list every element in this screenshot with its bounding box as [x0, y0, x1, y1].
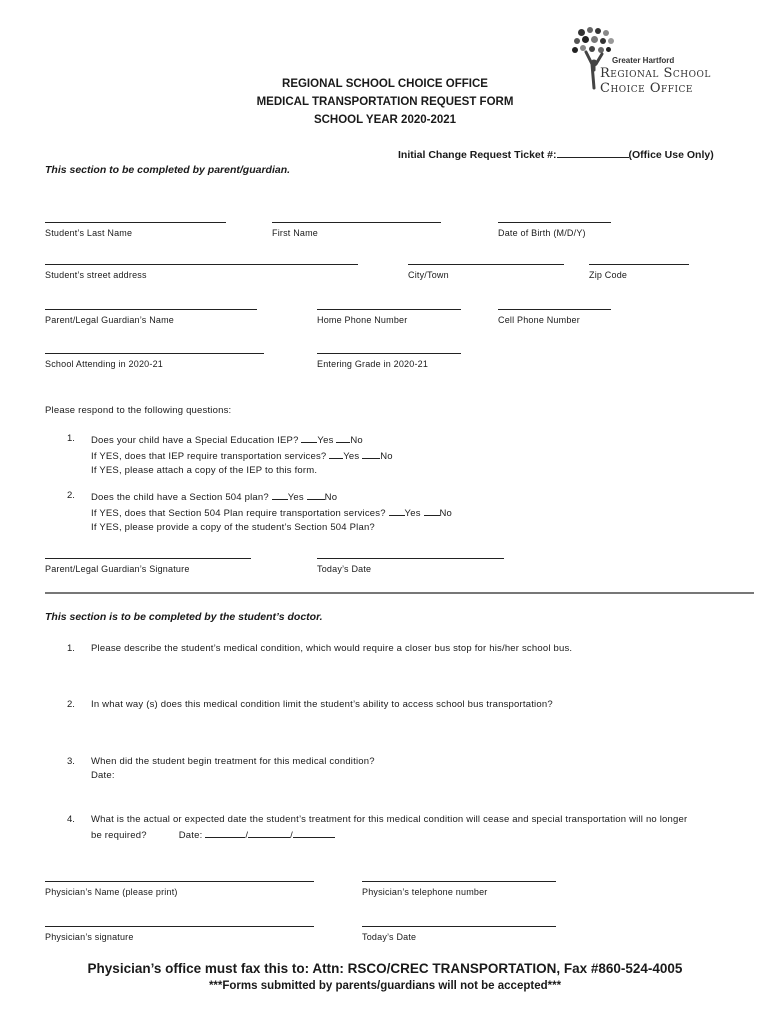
dq2-text: In what way (s) does this medical condition limit the student’s ability to access school bus transportation?	[91, 699, 553, 710]
guardian-date-field[interactable]	[317, 558, 504, 559]
cell-phone-label: Cell Phone Number	[498, 315, 580, 325]
last-name-label: Student’s Last Name	[45, 228, 133, 238]
home-phone-label: Home Phone Number	[317, 315, 408, 325]
q2-plan-yes-blank[interactable]	[389, 505, 405, 516]
logo-line2: Regional School	[600, 66, 711, 81]
dq4-month-field[interactable]	[205, 827, 245, 838]
dob-field[interactable]	[498, 222, 611, 223]
street-label: Student’s street address	[45, 270, 147, 280]
q2-plan-no-blank[interactable]	[424, 505, 440, 516]
dq4-block	[91, 813, 751, 843]
dq3-date-label: Date:	[91, 770, 115, 781]
grade-field[interactable]	[317, 353, 461, 354]
dob-label: Date of Birth (M/D/Y)	[498, 228, 586, 238]
section-divider	[45, 592, 754, 594]
q2-no: No	[324, 492, 338, 503]
street-field[interactable]	[45, 264, 358, 265]
doctor-section-heading: This section is to be completed by the student’s doctor.	[45, 611, 323, 623]
questions-prompt: Please respond to the following questions:	[45, 405, 232, 416]
physician-phone-label: Physician’s telephone number	[362, 887, 488, 897]
dq1-number: 1.	[67, 643, 75, 654]
office-use-label: (Office Use Only)	[628, 149, 714, 161]
dq4-sep1: /	[245, 830, 249, 841]
guardian-signature-field[interactable]	[45, 558, 251, 559]
q1-iep-no: No	[380, 451, 393, 462]
q1-number: 1.	[67, 433, 75, 444]
dq4-sep2: /	[290, 830, 293, 841]
physician-name-field[interactable]	[45, 881, 314, 882]
guardian-name-field[interactable]	[45, 309, 257, 310]
dq4-year-field[interactable]	[293, 827, 335, 838]
physician-signature-field[interactable]	[45, 926, 314, 927]
ticket-label: Initial Change Request Ticket #:	[398, 149, 557, 161]
dq4-number: 4.	[67, 814, 75, 825]
fax-instructions: Physician’s office must fax this to: Attn: RSCO/CREC TRANSPORTATION, Fax #860-524-4005	[87, 961, 683, 976]
q1-no: No	[350, 435, 363, 446]
last-name-field[interactable]	[45, 222, 226, 223]
dq2-number: 2.	[67, 699, 75, 710]
q2-yes: Yes	[287, 492, 304, 503]
physician-date-label: Today’s Date	[362, 932, 417, 942]
physician-signature-label: Physician’s signature	[45, 932, 134, 942]
q1-iep-yes-blank[interactable]	[329, 448, 343, 459]
q1-line1: Does your child have a Special Education IEP?	[91, 435, 299, 446]
zip-label: Zip Code	[589, 270, 628, 280]
school-field[interactable]	[45, 353, 264, 354]
q2-line1: Does the child have a Section 504 plan?	[91, 492, 269, 503]
city-label: City/Town	[408, 270, 449, 280]
grade-label: Entering Grade in 2020-21	[317, 359, 429, 369]
city-field[interactable]	[408, 264, 564, 265]
dq3-text: When did the student begin treatment for this medical condition?	[91, 756, 375, 767]
physician-date-field[interactable]	[362, 926, 556, 927]
parent-section-heading: This section to be completed by parent/guardian.	[45, 164, 291, 176]
q1-block	[91, 432, 511, 478]
zip-field[interactable]	[589, 264, 689, 265]
dq4-text: What is the actual or expected date the student’s treatment for this medical condition will cease and special transportation will no longer	[91, 814, 688, 825]
home-phone-field[interactable]	[317, 309, 461, 310]
dq4-day-field[interactable]	[248, 827, 290, 838]
guardian-date-label: Today’s Date	[317, 564, 372, 574]
q2-yes-blank[interactable]	[272, 489, 288, 500]
q2-line2: If YES, does that Section 504 Plan require transportation services?	[91, 508, 386, 519]
guardian-signature-label: Parent/Legal Guardian’s Signature	[45, 564, 190, 574]
first-name-field[interactable]	[272, 222, 441, 223]
parent-submission-warning: ***Forms submitted by parents/guardians will not be accepted***	[208, 980, 562, 992]
ticket-field[interactable]	[557, 147, 629, 158]
logo-line3: Choice Office	[600, 81, 693, 96]
q2-no-blank[interactable]	[307, 489, 325, 500]
q1-yes-blank[interactable]	[301, 432, 317, 443]
dq3-number: 3.	[67, 756, 75, 767]
dq3-block	[91, 755, 375, 783]
form-title-office: REGIONAL SCHOOL CHOICE OFFICE	[282, 78, 488, 90]
dq1-text: Please describe the student’s medical condition, which would require a closer bus stop for his/her school bus.	[91, 643, 573, 654]
q1-no-blank[interactable]	[336, 432, 350, 443]
physician-name-label: Physician’s Name (please print)	[45, 887, 178, 897]
q1-line3: If YES, please attach a copy of the IEP to this form.	[91, 465, 318, 476]
guardian-name-label: Parent/Legal Guardian’s Name	[45, 315, 175, 325]
cell-phone-field[interactable]	[498, 309, 611, 310]
q2-plan-yes: Yes	[404, 508, 421, 519]
ticket-row	[398, 147, 714, 161]
q2-number: 2.	[67, 490, 75, 501]
q2-line3: If YES, please provide a copy of the student’s Section 504 Plan?	[91, 522, 375, 533]
q2-plan-no: No	[439, 508, 453, 519]
form-title-year: SCHOOL YEAR 2020-2021	[313, 114, 457, 126]
physician-phone-field[interactable]	[362, 881, 556, 882]
q1-iep-no-blank[interactable]	[362, 448, 380, 459]
first-name-label: First Name	[272, 228, 319, 238]
logo-line1: Greater Hartford	[612, 56, 675, 65]
form-title-request: MEDICAL TRANSPORTATION REQUEST FORM	[256, 96, 514, 108]
q1-iep-yes: Yes	[343, 451, 360, 462]
dq4-text2: be required?	[91, 830, 147, 841]
q1-line2: If YES, does that IEP require transportation services?	[91, 451, 327, 462]
dq4-date-label: Date:	[178, 830, 203, 841]
school-label: School Attending in 2020-21	[45, 359, 163, 369]
q2-block	[91, 489, 531, 535]
q1-yes: Yes	[317, 435, 334, 446]
